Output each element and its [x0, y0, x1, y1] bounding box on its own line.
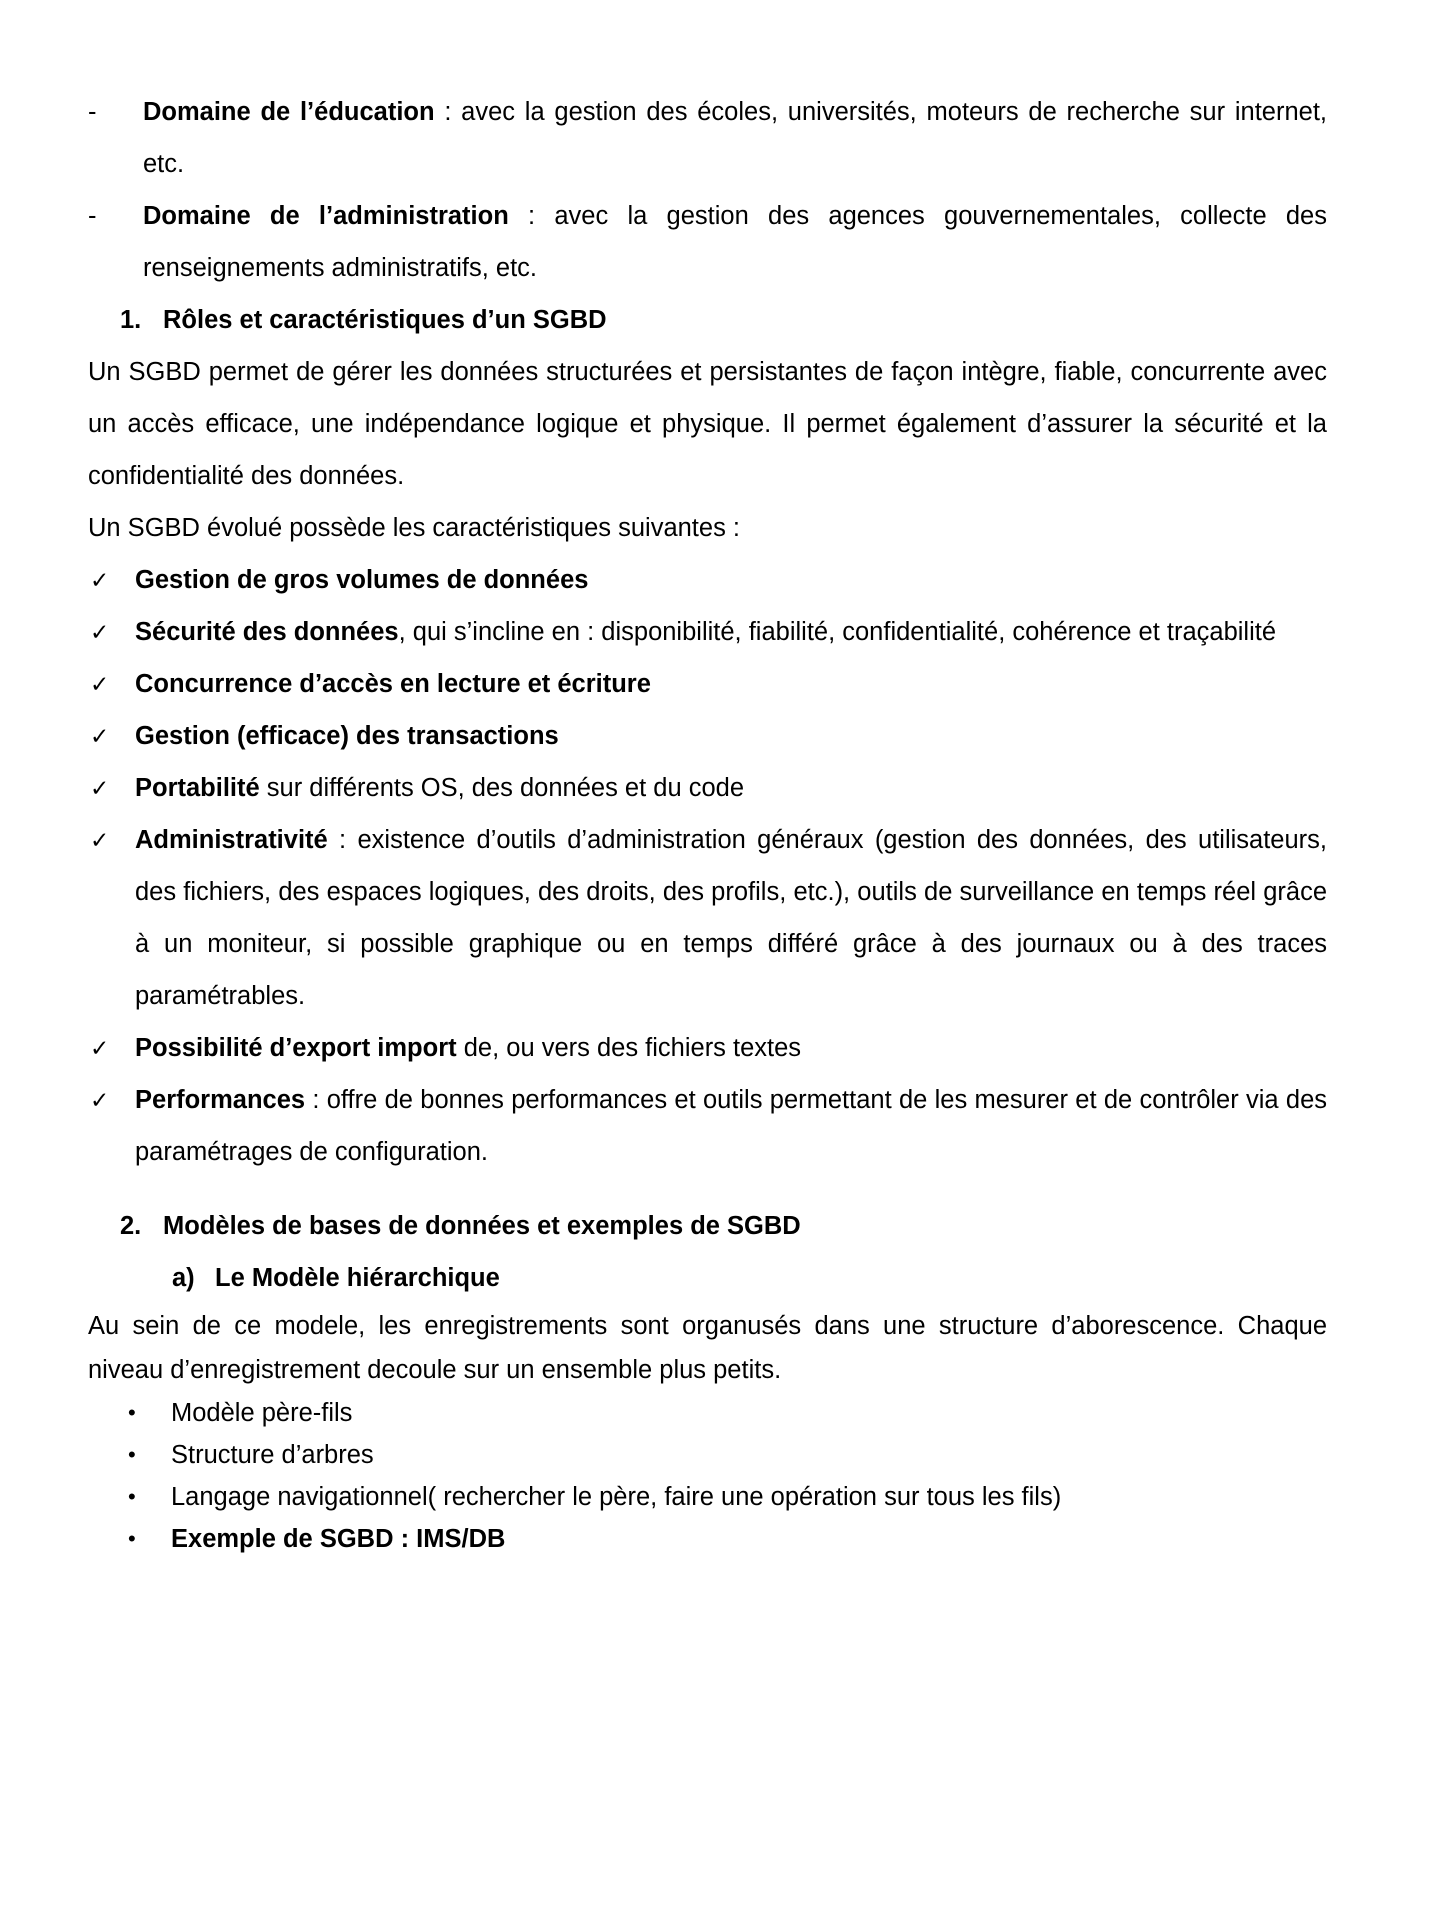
list-item [88, 658, 1327, 710]
list-item [88, 86, 1327, 190]
checkmark-icon: ✓ [90, 567, 110, 593]
list-item-label: Possibilité d’export import [135, 1034, 457, 1062]
list-item [88, 190, 1327, 294]
list-item-label: Administrativité [135, 826, 328, 854]
list-item [88, 762, 1327, 814]
list-item-label: Gestion de gros volumes de données [135, 566, 589, 594]
checkmark-icon: ✓ [90, 671, 110, 697]
list-item [88, 1392, 1327, 1434]
section-1-lead-in: Un SGBD évolué possède les caractéristiques suivantes : [88, 514, 740, 542]
list-item-body: Modèle père-fils [171, 1399, 353, 1427]
list-item-body: de, ou vers des fichiers textes [456, 1034, 802, 1062]
list-item-label: Sécurité des données [135, 618, 399, 646]
checkmark-icon: ✓ [90, 1087, 110, 1113]
list-item-body: Langage navigationnel( rechercher le père, faire une opération sur tous les fils) [171, 1483, 1062, 1511]
spacer [88, 1178, 1327, 1200]
hierarchical-model-bullets [88, 1392, 1327, 1560]
list-item [88, 710, 1327, 762]
list-item-text [135, 774, 744, 802]
list-item-text [143, 202, 1327, 282]
list-item [88, 606, 1327, 658]
list-item-body: sur différents OS, des données et du code [259, 774, 745, 802]
checkmark-icon: ✓ [90, 827, 110, 853]
list-item [88, 1074, 1327, 1178]
dash-marker: - [88, 98, 97, 126]
checkmark-icon: ✓ [90, 619, 110, 645]
list-item-text [143, 98, 1327, 178]
bullet-icon: • [128, 1442, 136, 1467]
list-item-text [135, 1086, 1327, 1166]
section-2-heading [88, 1200, 1327, 1252]
list-item-text [135, 722, 559, 750]
subsection-a-heading [88, 1252, 1327, 1304]
list-item-label: Domaine de l’éducation [143, 98, 435, 126]
list-item-text [135, 566, 588, 594]
bullet-icon: • [128, 1526, 136, 1551]
list-item-body: : avec la gestion des agences gouvernementales, collecte des renseignements administratifs, etc. [143, 202, 1327, 282]
section-2-title: Modèles de bases de données et exemples de SGBD [163, 1212, 801, 1240]
list-item-body: : avec la gestion des écoles, universités, moteurs de recherche sur internet, etc. [143, 98, 1327, 178]
list-item [88, 1476, 1327, 1518]
section-1-intro-paragraph: Un SGBD permet de gérer les données structurées et persistantes de façon intègre, fiable, concurrente avec un accès efficace, une indépendance logique et physique. Il permet également d’assurer la sécurité et la confidentialité des données. [88, 358, 1327, 490]
list-item-body: , qui s’incline en : disponibilité, fiabilité, confidentialité, cohérence et traçabilité [398, 618, 1277, 646]
characteristics-list [88, 554, 1327, 1178]
bullet-icon: • [128, 1400, 136, 1425]
dash-marker: - [88, 202, 97, 230]
list-item-text [135, 826, 1327, 1010]
list-item [88, 554, 1327, 606]
list-item [88, 1434, 1327, 1476]
checkmark-icon: ✓ [90, 775, 110, 801]
bullet-icon: • [128, 1484, 136, 1509]
section-2-number: 2. [120, 1212, 142, 1240]
section-1-heading [88, 294, 1327, 346]
list-item [88, 814, 1327, 1022]
subsection-a-title: Le Modèle hiérarchique [215, 1264, 500, 1292]
list-item-text [171, 1399, 352, 1427]
list-item [88, 1518, 1327, 1560]
section-1-title: Rôles et caractéristiques d’un SGBD [163, 306, 607, 334]
list-item-label: Concurrence d’accès en lecture et écriture [135, 670, 651, 698]
list-item-text [171, 1441, 374, 1469]
list-item-text [135, 1034, 801, 1062]
list-item-text [135, 670, 651, 698]
list-item-label: Performances [135, 1086, 306, 1114]
list-item-label: Exemple de SGBD : IMS/DB [171, 1525, 506, 1553]
list-item-text [171, 1525, 505, 1553]
checkmark-icon: ✓ [90, 1035, 110, 1061]
list-item-text [135, 618, 1276, 646]
section-1-number: 1. [120, 306, 142, 334]
list-item-text [171, 1483, 1061, 1511]
list-item-body: : offre de bonnes performances et outils permettant de les mesurer et de contrôler via des paramétrages de configuration. [135, 1086, 1327, 1166]
list-item-label: Gestion (efficace) des transactions [135, 722, 559, 750]
list-item-body: Structure d’arbres [171, 1441, 374, 1469]
list-item-label: Domaine de l’administration [143, 202, 509, 230]
domain-list [88, 86, 1327, 294]
list-item [88, 1022, 1327, 1074]
list-item-body: : existence d’outils d’administration généraux (gestion des données, des utilisateurs, des fichiers, des espaces logiques, des droits, des profils, etc.), outils de surveillance en temps réel grâce à un moniteur, si possible graphique ou en temps différé grâce à des journaux ou à des traces paramétrables. [135, 826, 1327, 1010]
list-item-label: Portabilité [135, 774, 260, 802]
checkmark-icon: ✓ [90, 723, 110, 749]
subsection-a-letter: a) [172, 1264, 195, 1292]
subsection-a-paragraph: Au sein de ce modele, les enregistrements sont organusés dans une structure d’aborescence. Chaque niveau d’enregistrement decoule sur un ensemble plus petits. [88, 1312, 1327, 1384]
